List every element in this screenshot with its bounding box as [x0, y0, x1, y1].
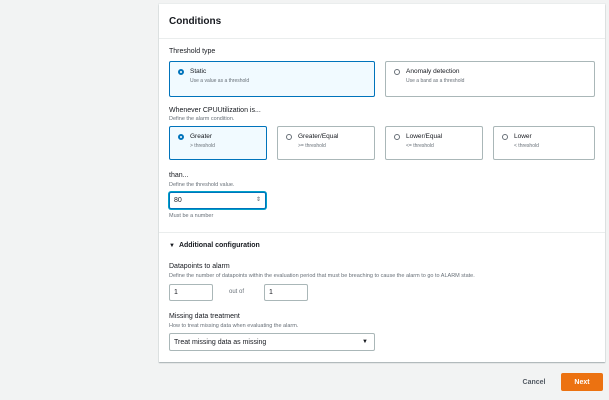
panel-header — [159, 4, 605, 39]
threshold-type-static[interactable] — [169, 61, 375, 97]
radio-icon — [394, 69, 400, 75]
tile-desc: <= threshold — [406, 143, 434, 149]
missing-data-desc: How to treat missing data when evaluating the alarm. — [169, 323, 299, 329]
cancel-button[interactable]: Cancel — [522, 378, 546, 386]
tile-label: Anomaly detection — [406, 68, 460, 75]
out-of-label: out of — [229, 289, 245, 295]
threshold-type-label: Threshold type — [169, 48, 216, 55]
tile-label: Lower — [514, 133, 532, 140]
caret-down-icon: ▼ — [169, 242, 175, 249]
tile-label: Greater/Equal — [298, 133, 339, 140]
tile-desc: > threshold — [190, 143, 215, 149]
radio-icon — [178, 134, 184, 140]
additional-config-label: Additional configuration — [178, 242, 260, 249]
conditions-panel — [159, 4, 605, 362]
whenever-label: Whenever CPUUtilization is... — [169, 107, 261, 114]
condition-lower[interactable] — [493, 126, 595, 160]
radio-icon — [286, 134, 292, 140]
radio-icon — [394, 134, 400, 140]
tile-desc: < threshold — [514, 143, 539, 149]
datapoints-value: 1 — [174, 289, 178, 296]
than-desc: Define the threshold value. — [169, 182, 235, 188]
tile-desc: Use a band as a threshold — [406, 78, 465, 84]
datapoints-desc: Define the number of datapoints within the evaluation period that must be breaching to cause the alarm to go to ALARM state. — [169, 273, 475, 279]
condition-greater-equal[interactable] — [277, 126, 375, 160]
threshold-value-input[interactable] — [169, 192, 266, 209]
additional-config-toggle[interactable] — [169, 242, 260, 249]
evaluation-period-value: 1 — [269, 289, 273, 296]
tile-label: Greater — [190, 133, 213, 140]
tile-desc: >= threshold — [298, 143, 326, 149]
stepper-icon[interactable]: ⇕ — [255, 197, 261, 203]
radio-icon — [178, 69, 184, 75]
tile-label: Lower/Equal — [406, 133, 443, 140]
threshold-hint: Must be a number — [169, 213, 214, 219]
panel-title: Conditions — [169, 15, 222, 27]
than-label: than... — [169, 172, 189, 179]
missing-data-selected: Treat missing data as missing — [174, 338, 267, 346]
section-divider — [159, 232, 605, 233]
missing-data-select[interactable] — [169, 333, 375, 351]
radio-icon — [502, 134, 508, 140]
missing-data-label: Missing data treatment — [169, 313, 240, 320]
condition-greater[interactable] — [169, 126, 267, 160]
next-button[interactable]: Next — [561, 373, 603, 391]
threshold-type-anomaly[interactable] — [385, 61, 595, 97]
threshold-value-text: 80 — [174, 197, 182, 204]
tile-label: Static — [190, 68, 207, 75]
tile-desc: Use a value as a threshold — [190, 78, 250, 84]
condition-lower-equal[interactable] — [385, 126, 483, 160]
evaluation-period-input[interactable] — [264, 284, 308, 301]
whenever-desc: Define the alarm condition. — [169, 116, 235, 122]
caret-down-icon: ▼ — [362, 339, 368, 345]
datapoints-label: Datapoints to alarm — [169, 263, 230, 270]
datapoints-input[interactable] — [169, 284, 213, 301]
